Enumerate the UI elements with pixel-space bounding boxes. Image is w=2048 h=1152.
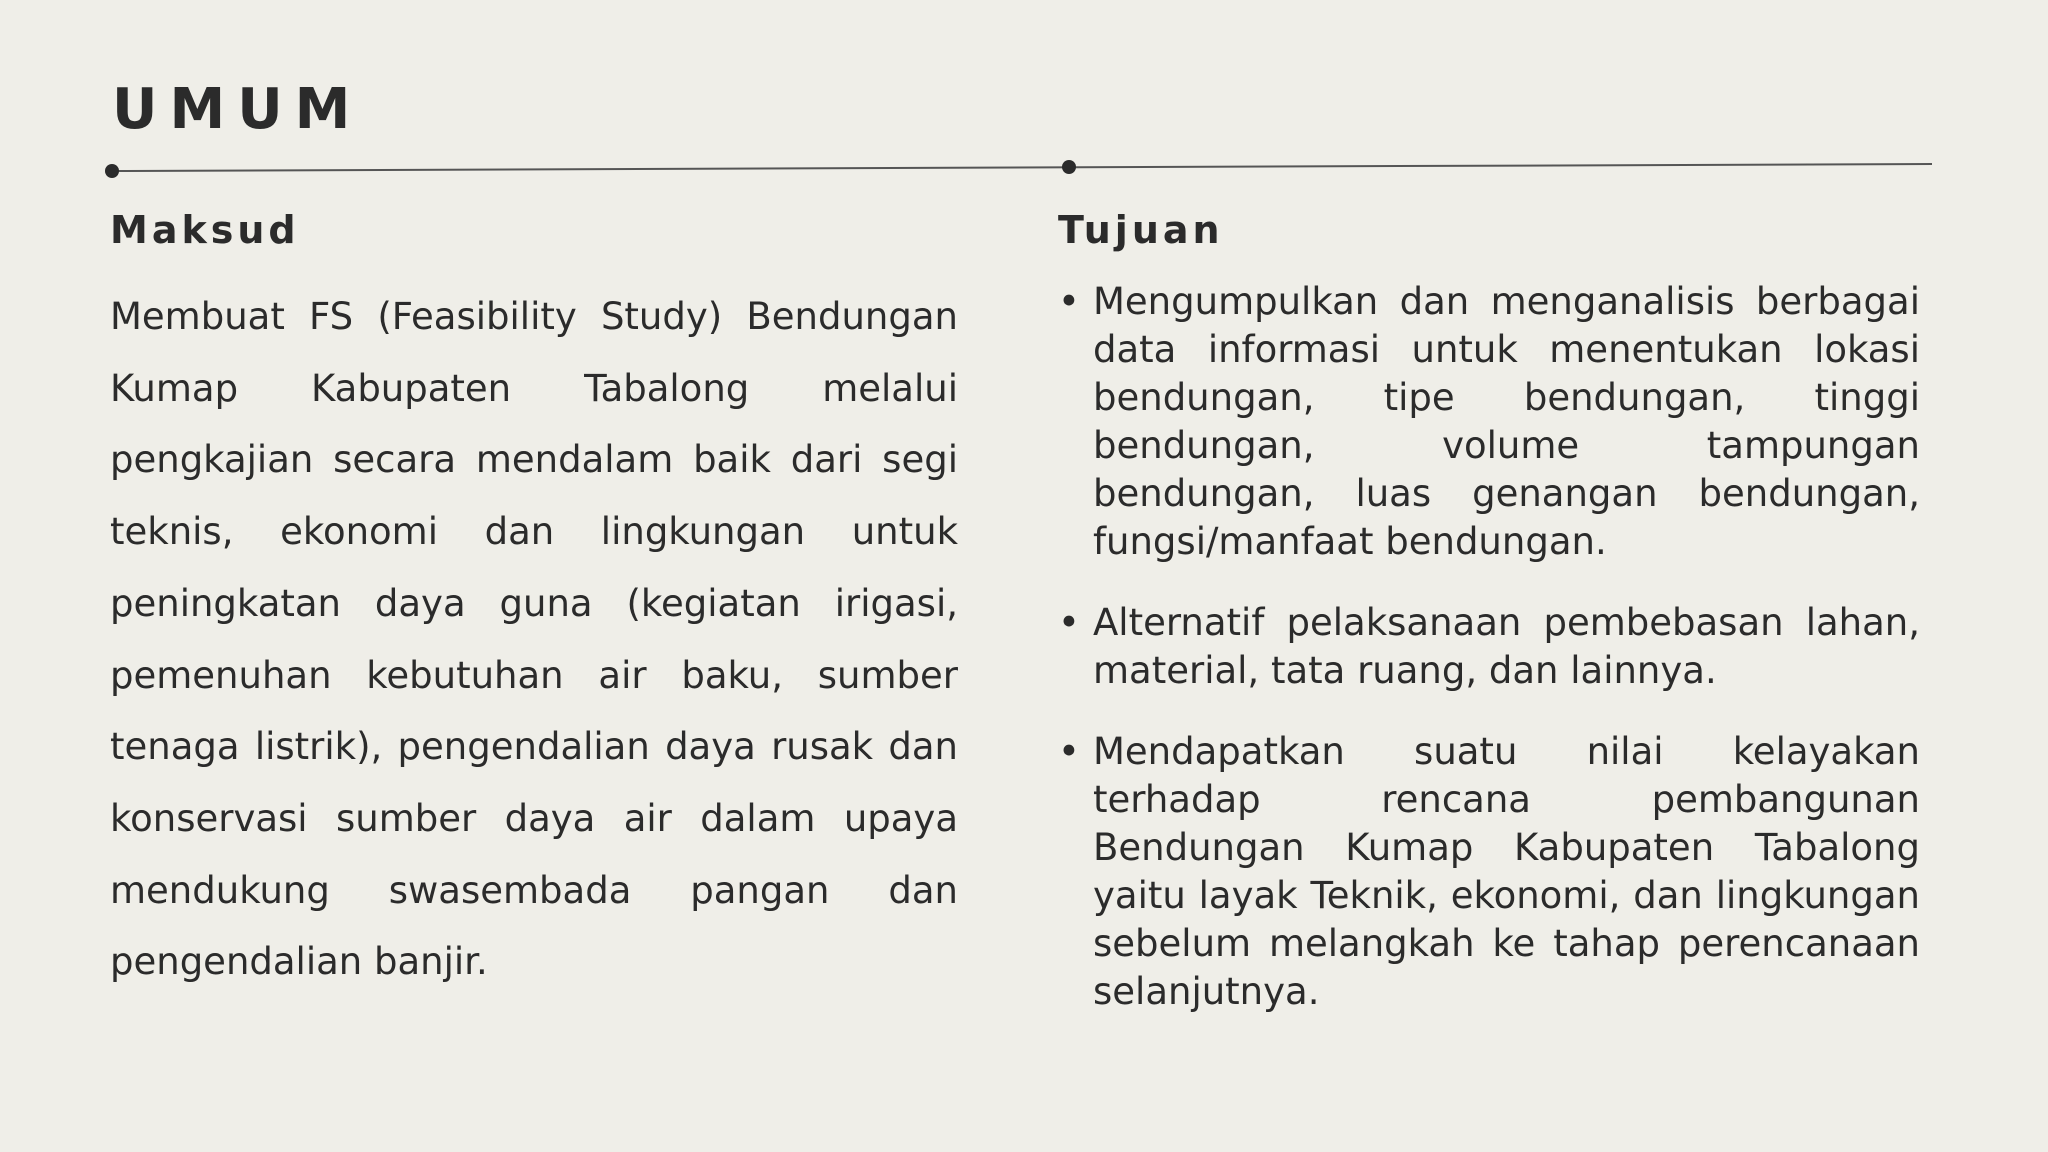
bullet-icon: • [1058,280,1080,323]
title-divider [104,154,1936,184]
tujuan-item-text: Mengumpulkan dan menganalisis berbagai data informasi untuk menentukan lokasi bendungan, tipe bendungan, tinggi bendungan, volume tampungan bendungan, luas genangan bendungan, fungsi/manfaat bendungan. [1093,280,1920,563]
tujuan-item-text: Mendapatkan suatu nilai kelayakan terhadap rencana pembangunan Bendungan Kumap Kabupaten Tabalong yaitu layak Teknik, ekonomi, dan lingkungan sebelum melangkah ke tahap perencanaan selanjutnya. [1093,730,1920,1013]
bullet-icon: • [1058,601,1080,644]
tujuan-item [1058,278,1920,566]
divider-line [112,164,1932,171]
bullet-icon: • [1058,730,1080,773]
tujuan-heading: Tujuan [1058,208,1224,252]
tujuan-item [1058,599,1920,695]
maksud-paragraph: Membuat FS (Feasibility Study) Bendungan Kumap Kabupaten Tabalong melalui pengkajian secara mendalam baik dari segi teknis, ekonomi dan lingkungan untuk peningkatan daya guna (kegiatan irigasi, pemenuhan kebutuhan air baku, sumber tenaga listrik), pengendalian daya rusak dan konservasi sumber daya air dalam upaya mendukung swasembada pangan dan pengendalian banjir. [110,295,958,984]
tujuan-item [1058,728,1920,1016]
tujuan-item-text: Alternatif pelaksanaan pembebasan lahan, material, tata ruang, dan lainnya. [1093,601,1920,692]
divider-dot-left [105,164,119,178]
divider-dot-middle [1062,160,1076,174]
tujuan-list [1058,278,1920,1016]
slide-title: UMUM [112,77,363,142]
maksud-heading: Maksud [110,208,300,252]
